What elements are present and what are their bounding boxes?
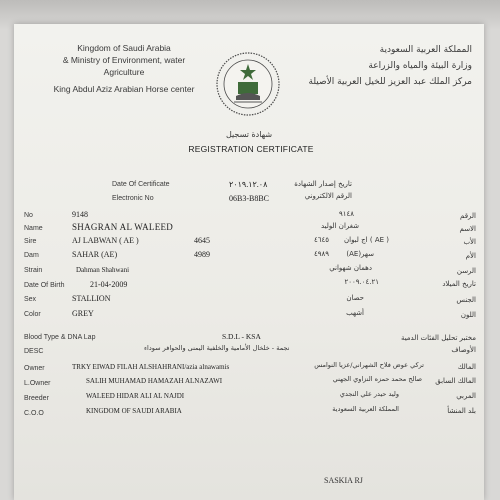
header-right-line2: وزارة البيئة والمياه والزراعة (368, 61, 472, 71)
field-label-no: No (24, 212, 33, 219)
l-owner-label: L.Owner (24, 380, 51, 387)
date-of-certificate-value: ٢٠١٩.١٢.٠٨ (229, 180, 268, 189)
header-right-line3: مركز الملك عبد العزيز للخيل العربية الأصيلة (308, 77, 472, 87)
field-label-dob: Date Of Birth (24, 282, 65, 289)
left-header (14, 42, 234, 95)
field-value-strain: Dahman Shahwani (76, 266, 130, 274)
field-label-sire: Sire (24, 238, 37, 245)
date-of-certificate-label: Date Of Certificate (112, 181, 170, 188)
field-value-dam: SAHAR (AE) (72, 250, 118, 259)
l-owner-value: SALIH MUHAMAD HAMAZAH ALNAZAWI (86, 377, 223, 385)
field-value-no: 9148 (72, 210, 88, 219)
header-right-line1: المملكة العربية السعودية (379, 45, 472, 55)
signature-text: SASKIA RJ (324, 476, 363, 485)
field-label-strain: Strain (24, 267, 43, 274)
l-owner-value-ar: صالح محمد حمزه النزاوي الجهني (332, 375, 422, 383)
desc-label-ar: الأوصاف (451, 346, 476, 354)
coo-label: C.O.O (24, 410, 44, 417)
owner-label: Owner (24, 365, 45, 372)
desc-value: نجمة - خلخال الأمامية والخلفية اليمنى والحوافر سوداء (144, 344, 290, 352)
header-left-line3: Agriculture (103, 67, 145, 77)
breeder-label-ar: المربي (456, 392, 476, 400)
field-label-dam: Dam (24, 252, 39, 259)
date-of-certificate-label-ar: تاريخ إصدار الشهادة (294, 180, 352, 188)
field-label-ar-sex: الجنس (456, 296, 476, 304)
field-value-ar-sire: ( AE ) اج لبوان (343, 236, 389, 244)
header-left-center: King Abdul Aziz Arabian Horse center (53, 84, 195, 94)
electronic-no-value: 06B3-B8BC (229, 194, 270, 203)
field-value-ar-strain: دهمان شهواني (329, 264, 372, 272)
coo-value: KINGDOM OF SAUDI ARABIA (86, 407, 182, 415)
field-number-dam: 4989 (194, 250, 210, 259)
field-label-ar-dam: الأم (465, 252, 476, 260)
blood-type-value: S.D.L - KSA (222, 332, 261, 341)
field-label-ar-strain: الرسن (456, 267, 476, 275)
owner-value-ar: تركي عوض فلاح الشهراني/عزيا النوامس (314, 361, 424, 369)
field-number-sire: 4645 (194, 236, 210, 245)
horse-center-emblem-icon (214, 50, 282, 118)
field-value-ar-dob: ٢٠٠٩.٠٤.٢١ (344, 278, 379, 286)
field-value-ar-sex: حصان (346, 294, 364, 302)
field-number-ar-dam: ٤٩٨٩ (314, 250, 330, 258)
blood-type-label-ar: مختبر تحليل الفئات الدمية (400, 334, 476, 342)
field-value-ar-no: ٩١٤٨ (338, 210, 354, 218)
header-left-line1: Kingdom of Saudi Arabia (77, 43, 171, 53)
field-value-ar-name: شغران الوليد (320, 222, 359, 230)
certificate-paper (14, 24, 484, 500)
field-number-ar-sire: ٤٦٤٥ (314, 236, 330, 244)
certificate-title-en: REGISTRATION CERTIFICATE (188, 144, 314, 154)
blood-type-label: Blood Type & DNA Lap (24, 334, 96, 341)
field-value-color: GREY (72, 309, 94, 318)
field-value-dob: 21-04-2009 (90, 280, 128, 289)
field-value-ar-color: أشهب (346, 309, 364, 317)
field-value-ar-dam: سهر(AE) (346, 250, 374, 258)
certificate-title-ar: شهادة تسجيل (225, 130, 273, 139)
electronic-no-label-ar: الرقم الالكتروني (304, 192, 352, 200)
field-label-sex: Sex (24, 296, 37, 303)
desc-label: DESC (24, 348, 44, 355)
field-value-sex: STALLION (72, 294, 111, 303)
field-label-ar-name: الاسم (459, 225, 476, 233)
breeder-label: Breeder (24, 395, 49, 402)
field-label-ar-color: اللون (460, 311, 476, 319)
owner-value: TRKY EIWAD FILAH ALSHAHRANI/azia alnawamis (72, 363, 230, 371)
field-value-sire: AJ LABWAN ( AE ) (72, 236, 139, 245)
coo-value-ar: المملكة العربية السعودية (332, 405, 399, 413)
breeder-value: WALEED HIDAR ALI AL NAJDI (86, 392, 185, 400)
field-label-ar-dob: تاريخ الميلاد (442, 280, 476, 288)
coo-label-ar: بلد المنشأ (447, 407, 476, 415)
field-value-name: SHAGRAN AL WALEED (72, 222, 174, 232)
field-label-color: Color (24, 311, 41, 318)
field-label-name: Name (24, 225, 43, 232)
electronic-no-label: Electronic No (112, 195, 154, 202)
field-label-ar-no: الرقم (460, 212, 476, 220)
owner-label-ar: المالك (457, 363, 476, 371)
field-label-ar-sire: الأب (463, 238, 476, 246)
l-owner-label-ar: المالك السابق (435, 377, 476, 385)
header-left-line2: & Ministry of Environment, water (62, 55, 186, 65)
right-header (308, 42, 472, 90)
breeder-value-ar: وليد حيدر علي النجدي (339, 390, 399, 398)
